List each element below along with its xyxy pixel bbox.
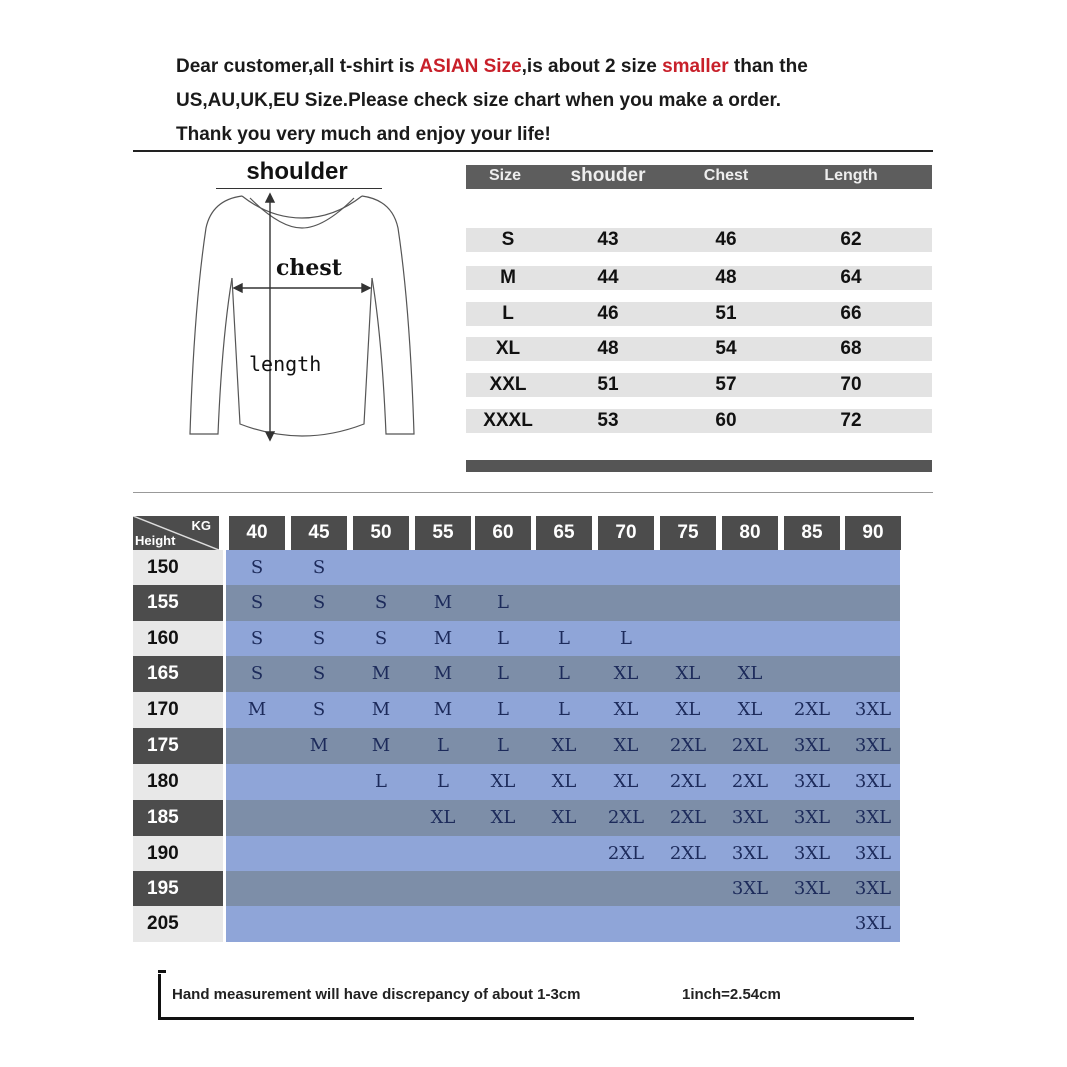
fit-cell: L [375, 771, 387, 792]
fit-cell: 2XL [731, 771, 769, 792]
grid-corner [133, 516, 219, 550]
fit-cell: 2XL [669, 807, 707, 828]
fit-cell: 2XL [607, 843, 645, 864]
shoulder-cell: 46 [597, 303, 619, 324]
footer-tick [158, 970, 166, 973]
fit-cell: XL [675, 699, 701, 720]
fit-cell: S [250, 557, 264, 578]
shoulder-cell: 51 [597, 374, 619, 395]
fit-cell: 3XL [731, 878, 769, 899]
fit-row [226, 764, 900, 800]
fit-row [226, 656, 900, 692]
fit-cell: 3XL [731, 843, 769, 864]
size-row [466, 409, 932, 433]
weight-header: 80 [722, 516, 778, 550]
weight-header: 50 [353, 516, 409, 550]
weight-header: 90 [845, 516, 901, 550]
size-cell: L [502, 303, 514, 324]
fit-cell: S [250, 628, 264, 649]
fit-cell: 3XL [854, 771, 892, 792]
fit-cell: M [433, 628, 453, 649]
size-row [466, 373, 932, 397]
size-table-footer-bar [466, 460, 932, 472]
fit-cell: S [374, 592, 388, 613]
height-label: 190 [133, 836, 223, 871]
height-label: 180 [133, 764, 223, 800]
length-cell: 66 [840, 303, 862, 324]
asian-size-highlight: ASIAN Size [419, 56, 522, 77]
footer-bracket [158, 974, 161, 1020]
size-row [466, 266, 932, 290]
weight-header: 85 [784, 516, 840, 550]
weight-header: 40 [229, 516, 285, 550]
fit-cell: L [437, 771, 449, 792]
fit-cell: XL [490, 807, 516, 828]
height-label: 150 [133, 550, 223, 585]
smaller-highlight: smaller [662, 56, 729, 77]
fit-cell: XL [613, 663, 639, 684]
fit-row [226, 800, 900, 836]
chest-cell: 57 [715, 374, 737, 395]
height-label: 160 [133, 621, 223, 656]
height-label: 165 [133, 656, 223, 692]
middle-divider [133, 492, 933, 493]
tshirt-diagram [180, 188, 430, 450]
length-cell: 64 [840, 267, 862, 288]
header-shoulder: shouder [570, 165, 646, 186]
size-row [466, 302, 932, 326]
chest-cell: 54 [715, 338, 737, 359]
height-label: 185 [133, 800, 223, 836]
fit-cell: S [374, 628, 388, 649]
fit-cell: 3XL [854, 913, 892, 934]
fit-cell: 3XL [793, 843, 831, 864]
fit-cell: S [250, 663, 264, 684]
fit-cell: 3XL [854, 699, 892, 720]
notice-line-2: US,AU,UK,EU Size.Please check size chart when you make a order. [176, 90, 782, 111]
notice-line-3: Thank you very much and enjoy your life! [176, 124, 551, 145]
fit-cell: S [312, 699, 326, 720]
fit-cell: L [497, 735, 509, 756]
fit-row [226, 836, 900, 871]
size-cell: XXXL [483, 410, 533, 431]
size-cell: M [500, 267, 516, 288]
fit-cell: XL [613, 699, 639, 720]
fit-cell: M [371, 735, 391, 756]
header-size: Size [488, 167, 521, 184]
fit-row [226, 728, 900, 764]
fit-cell: 3XL [731, 807, 769, 828]
notice-line-1: Dear customer,all t-shirt is ASIAN Size,is about 2 size smaller than the [176, 56, 808, 77]
fit-cell: L [558, 628, 570, 649]
chest-cell: 60 [715, 410, 737, 431]
fit-row [226, 692, 900, 728]
size-row [466, 337, 932, 361]
size-table-header [466, 165, 932, 189]
fit-cell: M [433, 699, 453, 720]
fit-cell: L [558, 663, 570, 684]
fit-cell: XL [675, 663, 701, 684]
weight-header: 65 [536, 516, 592, 550]
height-label: 195 [133, 871, 223, 906]
corner-height-label: Height [135, 533, 176, 548]
fit-cell: 2XL [793, 699, 831, 720]
fit-cell: 3XL [854, 735, 892, 756]
fit-row [226, 585, 900, 621]
chest-cell: 48 [715, 267, 737, 288]
corner-kg-label: KG [191, 518, 211, 533]
fit-cell: S [312, 557, 326, 578]
fit-cell: M [371, 699, 391, 720]
fit-row [226, 871, 900, 906]
size-cell: XXL [489, 374, 527, 395]
fit-cell: L [497, 663, 509, 684]
length-label: length [249, 352, 322, 376]
fit-cell: L [558, 699, 570, 720]
fit-cell: 2XL [669, 843, 707, 864]
fit-row [226, 906, 900, 942]
fit-cell: 3XL [854, 843, 892, 864]
size-cell: XL [495, 338, 521, 359]
fit-cell: M [433, 663, 453, 684]
shoulder-cell: 43 [597, 229, 619, 250]
weight-header: 75 [660, 516, 716, 550]
header-chest: Chest [703, 167, 749, 184]
fit-cell: L [497, 628, 509, 649]
fit-cell: 2XL [669, 735, 707, 756]
shoulder-label: shoulder [246, 158, 348, 185]
fit-cell: 3XL [793, 807, 831, 828]
fit-cell: XL [613, 735, 639, 756]
fit-cell: S [312, 628, 326, 649]
header-length: Length [824, 167, 878, 184]
height-label: 155 [133, 585, 223, 621]
fit-cell: 2XL [731, 735, 769, 756]
fit-cell: L [497, 699, 509, 720]
fit-row [226, 550, 900, 585]
fit-cell: M [371, 663, 391, 684]
weight-header: 70 [598, 516, 654, 550]
fit-cell: XL [490, 771, 516, 792]
fit-cell: XL [551, 771, 577, 792]
fit-cell: M [247, 699, 267, 720]
fit-cell: M [433, 592, 453, 613]
fit-cell: 3XL [793, 735, 831, 756]
length-cell: 72 [840, 410, 862, 431]
fit-cell: XL [430, 807, 456, 828]
fit-row [226, 621, 900, 656]
fit-cell: 3XL [793, 878, 831, 899]
top-divider [133, 150, 933, 152]
fit-cell: S [250, 592, 264, 613]
size-cell: S [501, 229, 515, 250]
fit-cell: S [312, 663, 326, 684]
height-label: 175 [133, 728, 223, 764]
shoulder-cell: 48 [597, 338, 619, 359]
fit-cell: XL [551, 807, 577, 828]
length-cell: 62 [840, 229, 862, 250]
length-cell: 70 [840, 374, 862, 395]
fit-cell: 3XL [854, 807, 892, 828]
fit-cell: 3XL [793, 771, 831, 792]
fit-cell: 2XL [607, 807, 645, 828]
fit-cell: L [620, 628, 632, 649]
size-row [466, 228, 932, 252]
fit-cell: XL [613, 771, 639, 792]
weight-header: 55 [415, 516, 471, 550]
footer-underline [158, 1017, 914, 1020]
chest-label: chest [276, 255, 342, 281]
chest-cell: 46 [715, 229, 737, 250]
fit-cell: L [437, 735, 449, 756]
fit-cell: S [312, 592, 326, 613]
inch-conversion: 1inch=2.54cm [682, 986, 781, 1003]
length-cell: 68 [840, 338, 862, 359]
fit-cell: XL [737, 699, 763, 720]
shoulder-cell: 53 [597, 410, 619, 431]
fit-cell: XL [737, 663, 763, 684]
fit-cell: XL [551, 735, 577, 756]
fit-cell: L [497, 592, 509, 613]
fit-cell: 3XL [854, 878, 892, 899]
weight-header: 45 [291, 516, 347, 550]
fit-cell: M [309, 735, 329, 756]
chest-cell: 51 [715, 303, 737, 324]
shoulder-cell: 44 [597, 267, 619, 288]
size-notice [176, 50, 1046, 152]
height-label: 205 [133, 906, 223, 942]
height-label: 170 [133, 692, 223, 728]
measurement-note: Hand measurement will have discrepancy of about 1-3cm [172, 986, 581, 1003]
weight-header: 60 [475, 516, 531, 550]
fit-cell: 2XL [669, 771, 707, 792]
